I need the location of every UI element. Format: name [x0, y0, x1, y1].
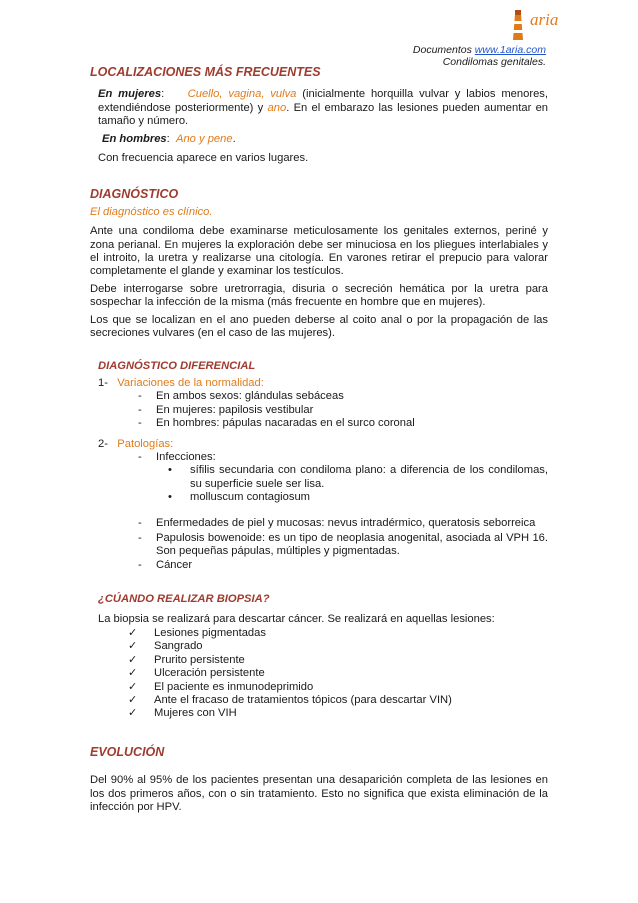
diag-p1: Ante una condiloma debe examinarse meticulosamente los genitales externos, periné y zona perianal. En mujeres la exploración debe ser minuciosa en los pliegues interlabiales y el introito, la uretra y realizarse una citología. En varones retirar el prepucio para valorar completamente el glande y examinar los testículos.: [90, 225, 548, 278]
loc-mujeres: En mujeres: Cuello, vagina, vulva (inicialmente horquilla vulvar y labios menores, extendiéndose posteriormente) y ano. En el embarazo las lesiones pueden aumentar en tamaño y número.: [98, 88, 549, 128]
difer-item-2: 2- Patologías:: [98, 437, 174, 450]
infecciones-list: [98, 464, 548, 504]
list-item: • molluscum contagiosum: [168, 491, 311, 504]
list-item: ✓ Mujeres con VIH: [128, 707, 237, 720]
list-item: - Enfermedades de piel y mucosas: nevus intradérmico, queratosis seborreica: [138, 516, 536, 529]
loc-hombres: En hombres: Ano y pene.: [102, 132, 236, 145]
list-item: - En hombres: pápulas nacaradas en el surco coronal: [138, 417, 415, 430]
diag-clinico: El diagnóstico es clínico.: [90, 205, 213, 218]
header-subtitle: Condilomas genitales.: [442, 56, 546, 68]
difer-item2-list: [98, 451, 548, 464]
doc-header: [413, 44, 546, 68]
loc-varios: Con frecuencia aparece en varios lugares.: [98, 152, 309, 165]
header-prefix: Documentos: [412, 44, 475, 56]
difer-item-1: 1- Variaciones de la normalidad:: [98, 376, 264, 389]
list-item: ✓ Ante el fracaso de tratamientos tópicos (para descartar VIN): [128, 694, 452, 707]
check-icon: ✓: [128, 667, 138, 680]
header-link[interactable]: www.1aria.com: [474, 44, 546, 56]
section-title-evolucion: EVOLUCIÓN: [90, 744, 165, 759]
list-item: ✓ Lesiones pigmentadas: [128, 627, 266, 639]
list-item: - En ambos sexos: glándulas sebáceas: [138, 390, 344, 403]
lighthouse-icon: [508, 8, 528, 42]
diag-p2: Debe interrogarse sobre uretrorragia, disuria o secreción hemática por la uretra para sospechar la infección de la misma (más frecuente en hombre que en mujeres).: [90, 282, 548, 309]
list-item: - Cáncer: [138, 558, 193, 571]
list-item: ✓ Prurito persistente: [128, 653, 245, 666]
difer-item1-list: [98, 390, 548, 430]
list-item: - Papulosis bowenoide: es un tipo de neoplasia anogenital, asociada al VPH 16. Son pequeñas pápulas, múltiples y pigmentadas.: [138, 531, 548, 558]
evol-text: Del 90% al 95% de los pacientes presentan una desaparición completa de las lesiones en los dos primeros años, con o sin tratamiento. Esto no significa que exista eliminación de la infección por HPV.: [90, 774, 548, 814]
biopsia-intro: La biopsia se realizará para descartar cáncer. Se realizará en aquellas lesiones:: [98, 612, 495, 625]
section-title-localizaciones: LOCALIZACIONES MÁS FRECUENTES: [90, 65, 321, 79]
main-content: [90, 66, 548, 814]
check-icon: ✓: [128, 640, 138, 653]
biopsia-list: [98, 627, 548, 721]
logo: [508, 8, 568, 46]
list-item: ✓ Ulceración persistente: [128, 667, 265, 680]
check-icon: ✓: [128, 707, 138, 720]
check-icon: ✓: [128, 653, 138, 666]
logo-text: aria: [530, 10, 559, 29]
check-icon: ✓: [128, 627, 138, 639]
check-icon: ✓: [128, 694, 138, 707]
list-item: ✓ Sangrado: [128, 640, 203, 653]
diferencial-title: DIAGNÓSTICO DIFERENCIAL: [98, 359, 256, 372]
diag-p3: Los que se localizan en el ano pueden deberse al coito anal o por la propagación de las secreciones vulvares (en el caso de las mujeres).: [90, 313, 548, 340]
list-item: ✓ El paciente es inmunodeprimido: [128, 680, 314, 693]
list-item: • sífilis secundaria con condiloma plano: a diferencia de los condilomas, su superficie suele ser lisa.: [168, 464, 548, 490]
otras-patologias-list: [98, 517, 548, 573]
list-item: - En mujeres: papilosis vestibular: [138, 403, 314, 416]
biopsia-title: ¿CÚANDO REALIZAR BIOPSIA?: [98, 593, 270, 606]
diag-diferencial: [90, 360, 548, 573]
list-item: - Infecciones:: [138, 450, 216, 463]
biopsia-section: [90, 593, 548, 721]
check-icon: ✓: [128, 680, 138, 693]
section-title-diagnostico: DIAGNÓSTICO: [90, 187, 179, 202]
